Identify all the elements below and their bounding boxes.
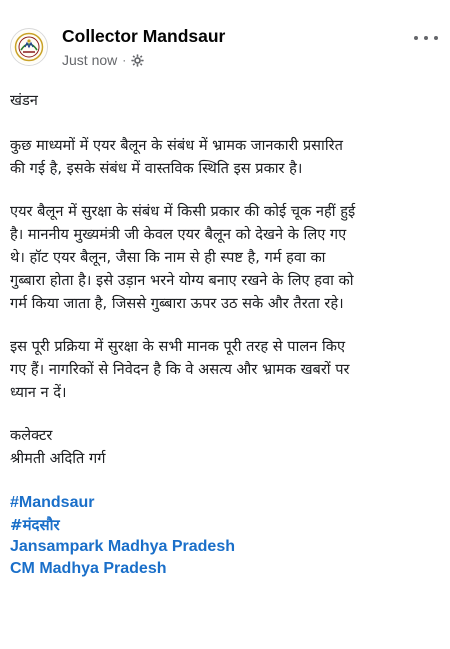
post-signature: कलेक्टर श्रीमती अदिति गर्ग: [10, 427, 106, 467]
hashtag-link[interactable]: #मंदसौर: [10, 516, 60, 534]
mention-link[interactable]: Jansampark Madhya Pradesh: [10, 538, 235, 555]
post-header: [0, 0, 450, 80]
emblem-icon: [11, 29, 47, 65]
post-body: [10, 89, 442, 580]
page-name[interactable]: Collector Mandsaur: [62, 26, 226, 46]
audience-gear-icon[interactable]: [131, 54, 144, 67]
hashtag-link[interactable]: #Mandsaur: [10, 494, 95, 511]
mention-link[interactable]: CM Madhya Pradesh: [10, 560, 167, 577]
meta-separator: ·: [122, 53, 127, 67]
post-meta: [62, 52, 144, 68]
post-paragraph: कुछ माध्यमों में एयर बैलून के संबंध में भ्रामक जानकारी प्रसारित की गई है, इसके संबंध में वास्तविक स्थिति इस प्रकार है।: [10, 137, 343, 177]
post-paragraph: एयर बैलून में सुरक्षा के संबंध में किसी प्रकार की कोई चूक नहीं हुई है। माननीय मुख्यमंत्री जी केवल एयर बैलून को देखने के लिए गए थे। हॉट एयर बैलून, जैसा कि नाम से ही स्पष्ट है, गर्म हवा का गुब्बारा होता है। इसे उड़ान भरने योग्य बनाए रखने के लिए हवा को गर्म किया जाता है, जिससे गुब्बारा ऊपर उठ सके और तैरता रहे।: [10, 203, 356, 312]
post-paragraph: इस पूरी प्रक्रिया में सुरक्षा के सभी मानक पूरी तरह से पालन किए गए हैं। नागरिकों से निवेदन है कि वे असत्य और भ्रामक खबरों पर ध्यान न दें।: [10, 338, 350, 401]
more-options-icon[interactable]: [414, 30, 438, 46]
post-title: खंडन: [10, 92, 38, 109]
page-avatar[interactable]: [10, 28, 48, 66]
timestamp[interactable]: Just now: [62, 52, 118, 68]
hashtag-list: [10, 492, 442, 580]
